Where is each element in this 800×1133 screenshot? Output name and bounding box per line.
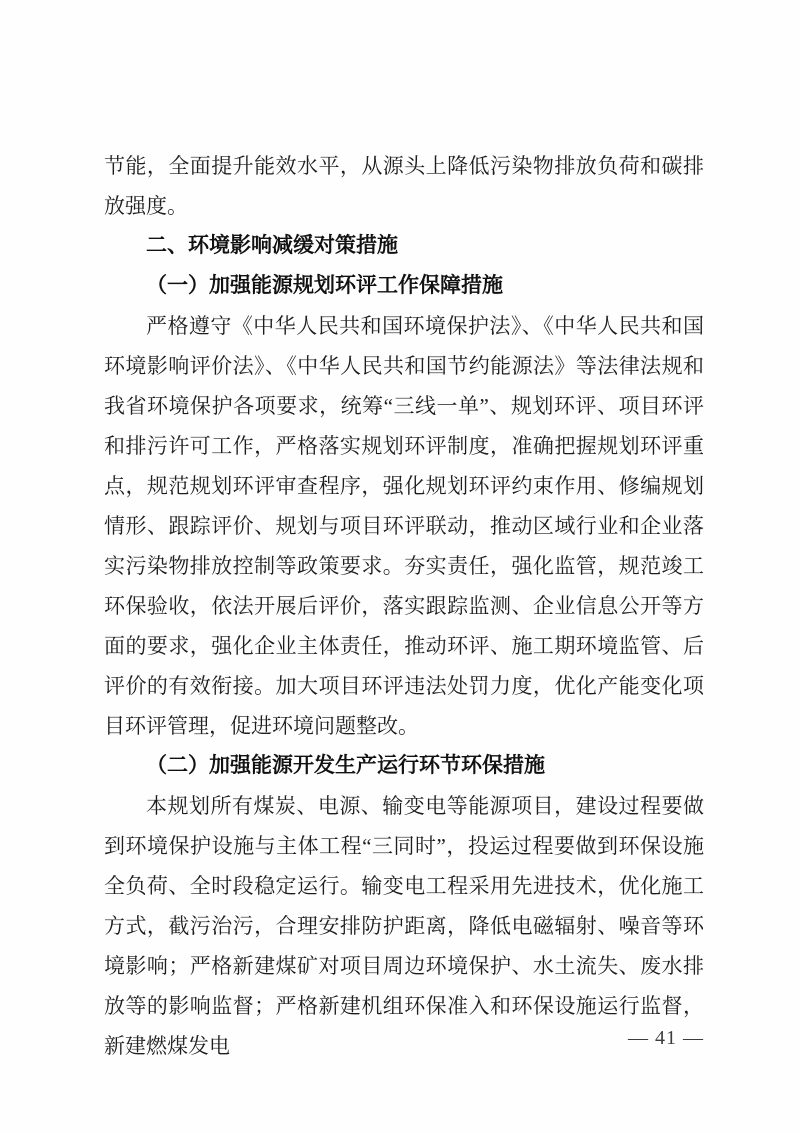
section-heading: 二、环境影响减缓对策措施 bbox=[146, 234, 398, 257]
paragraph-1: 严格遵守《中华人民共和国环境保护法》、《中华人民共和国环境影响评价法》、《中华人民共和国节约能源法》等法律法规和我省环境保护各项要求，统筹“三线一单”、规划环评、项目环评和排污许可工作，严格落实规划环评制度，准确把握规划环评重点，规范规划环评审查程序，强化规划环评约束作用、修编规划情形、跟踪评价、规划与项目环评联动，推动区域行业和企业落实污染物排放控制等政策要求。夯实责任，强化监管，规范竣工环保验收，依法开展后评价，落实跟踪监测、企业信息公开等方面的要求，强化企业主体责任，推动环评、施工期环境监管、后评价的有效衔接。加大项目环评违法处罚力度，优化产能变化项目环评管理，促进环境问题整改。 bbox=[104, 314, 704, 738]
page-number: — 41 — bbox=[628, 1027, 704, 1049]
subsection-heading-1: （一）加强能源规划环评工作保障措施 bbox=[146, 274, 503, 297]
paragraph-continuation: 节能，全面提升能效水平，从源头上降低污染物排放负荷和碳排放强度。 bbox=[104, 154, 704, 218]
subsection-heading-2: （二）加强能源开发生产运行环节环保措施 bbox=[146, 754, 545, 777]
document-body bbox=[104, 146, 704, 1066]
paragraph-2: 本规划所有煤炭、电源、输变电等能源项目，建设过程要做到环境保护设施与主体工程“三同时”，投运过程要做到环保设施全负荷、全时段稳定运行。输变电工程采用先进技术，优化施工方式，截污治污，合理安排防护距离，降低电磁辐射、噪音等环境影响；严格新建煤矿对项目周边环境保护、水土流失、废水排放等的影响监督；严格新建机组环保准入和环保设施运行监督，新建燃煤发电 bbox=[104, 794, 704, 1058]
